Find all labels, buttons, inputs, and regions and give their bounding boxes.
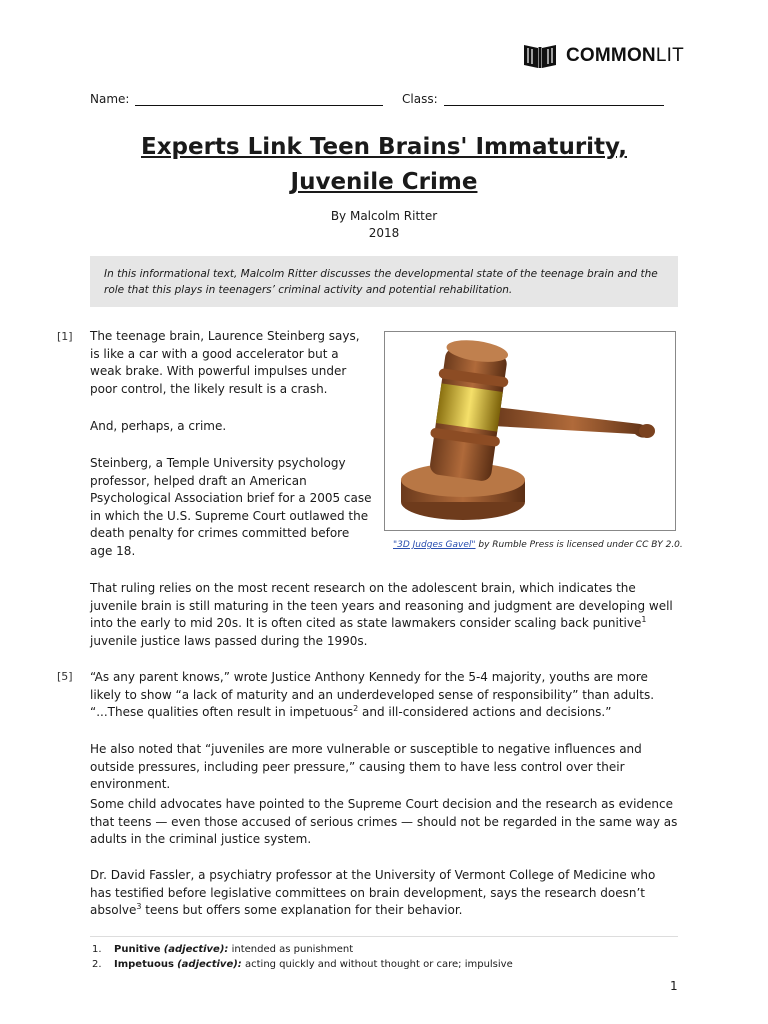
paragraph-number: [1] bbox=[57, 330, 73, 343]
paragraph-number: [5] bbox=[57, 670, 73, 683]
byline bbox=[90, 208, 678, 242]
caption-link[interactable]: "3D Judges Gavel" bbox=[393, 540, 476, 550]
footnote: 1. Punitive (adjective): intended as punishment bbox=[92, 944, 354, 955]
class-field bbox=[402, 92, 664, 106]
paragraph-7: Some child advocates have pointed to the Supreme Court decision and the research as evidence that teens — even those accused of serious crimes — should not be regarded in the same way as adults in the criminal justice system. bbox=[90, 797, 678, 846]
footnote-divider bbox=[90, 936, 678, 937]
name-field bbox=[90, 92, 383, 106]
brand-name: COMMONLIT bbox=[566, 45, 684, 66]
gavel-illustration bbox=[385, 332, 675, 530]
name-blank[interactable] bbox=[135, 93, 383, 106]
paragraph-8: Dr. David Fassler, a psychiatry professor at the University of Vermont College of Medicine who has testified before legislative committees on brain development, says the research doesn’t absolve$^3$ teens but offers some explanation for their behavior. bbox=[90, 868, 656, 917]
gavel-image bbox=[384, 331, 676, 531]
page-number: 1 bbox=[670, 979, 678, 993]
commonlit-logo bbox=[522, 42, 684, 70]
image-caption: "3D Judges Gavel" by Rumble Press is licensed under CC BY 2.0. bbox=[393, 540, 683, 550]
paragraph-4: That ruling relies on the most recent research on the adolescent brain, which indicates the juvenile brain is still maturing in the teen years and reasoning and judgment are developing well into the early to mid 20s. It is often cited as state lawmakers consider scaling back punitive$^1$ juvenile justice laws passed during the 1990s. bbox=[90, 581, 673, 648]
paragraph-6: He also noted that “juveniles are more vulnerable or susceptible to negative influences and outside pressures, including peer pressure,” causing them to have less control over their environment. bbox=[90, 742, 642, 791]
footnote: 2. Impetuous (adjective): acting quickly and without thought or care; impulsive bbox=[92, 959, 513, 970]
paragraph-1: The teenage brain, Laurence Steinberg says, is like a car with a good accelerator but a weak brake. With powerful impulses under poor control, the likely result is a crash. bbox=[90, 329, 360, 396]
class-blank[interactable] bbox=[444, 93, 664, 106]
author: By Malcolm Ritter bbox=[330, 209, 438, 223]
paragraph-2: And, perhaps, a crime. bbox=[90, 419, 227, 433]
name-label: Name: bbox=[90, 92, 130, 106]
year: 2018 bbox=[368, 226, 400, 240]
paragraph-5: “As any parent knows,” wrote Justice Anthony Kennedy for the 5-4 majority, youths are more likely to show “a lack of maturity and an underdeveloped sense of responsibility” than adults. “...These qualities often result in impetuous$^2$ and ill-considered actions and decisions.” bbox=[90, 670, 655, 719]
page-title: Experts Link Teen Brains' Immaturity, Juvenile Crime bbox=[140, 134, 627, 195]
class-label: Class: bbox=[402, 92, 438, 106]
intro-box: In this informational text, Malcolm Ritter discusses the developmental state of the teenage brain and the role that this plays in teenagers’ criminal activity and potential rehabilitation. bbox=[90, 256, 678, 307]
paragraph-3: Steinberg, a Temple University psychology professor, helped draft an American Psychological Association brief for a 2005 case in which the U.S. Supreme Court outlawed the death penalty for crimes committed before age 18. bbox=[90, 456, 372, 558]
book-icon bbox=[522, 42, 558, 70]
